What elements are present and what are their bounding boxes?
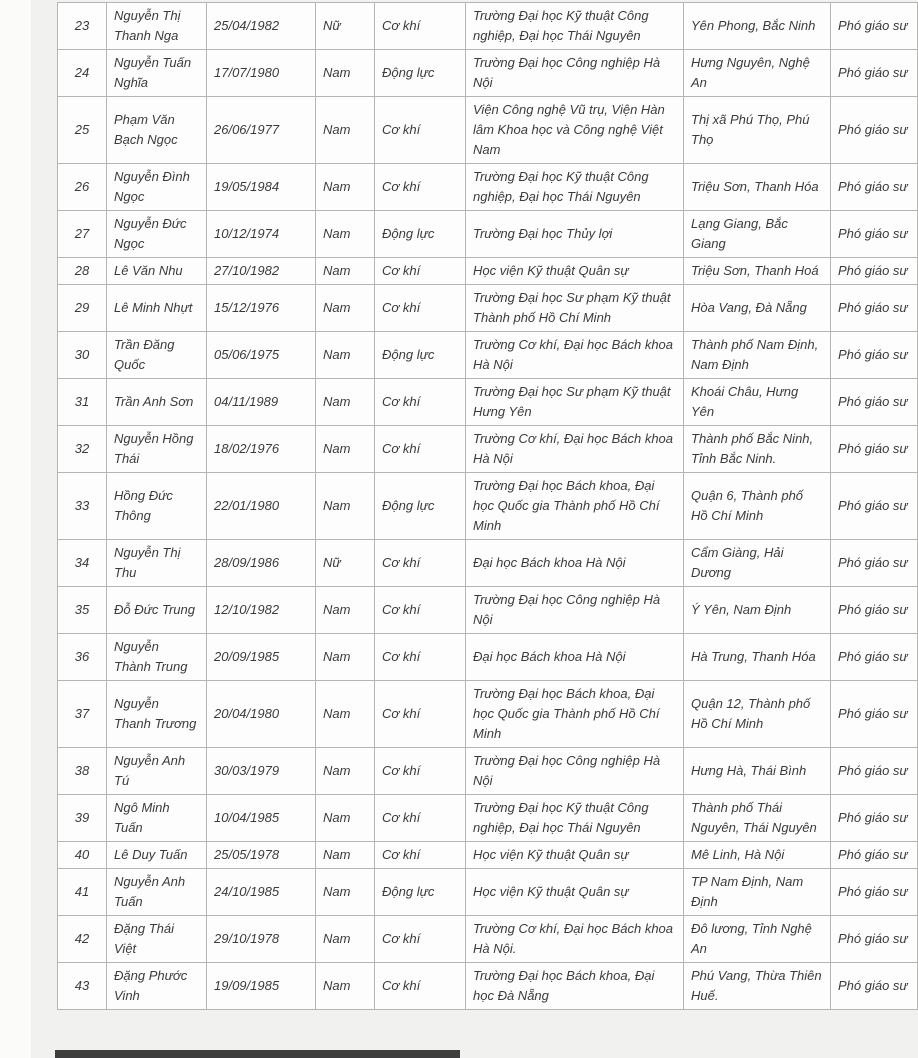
name-cell: Trần Đăng Quốc	[107, 332, 207, 379]
gender-cell: Nam	[316, 50, 375, 97]
hometown-cell: Triệu Sơn, Thanh Hóa	[684, 164, 831, 211]
table-row	[58, 332, 918, 379]
gender-cell: Nam	[316, 426, 375, 473]
institution-cell: Trường Đại học Bách khoa, Đại học Quốc gia Thành phố Hồ Chí Minh	[466, 681, 684, 748]
birthdate-cell: 10/12/1974	[207, 211, 316, 258]
institution-cell: Trường Đại học Kỹ thuật Công nghiệp, Đại học Thái Nguyên	[466, 164, 684, 211]
document-table	[57, 2, 918, 1010]
gender-cell: Nữ	[316, 540, 375, 587]
birthdate-cell: 24/10/1985	[207, 869, 316, 916]
row-number-cell: 39	[58, 795, 107, 842]
row-number-cell: 35	[58, 587, 107, 634]
row-number-cell: 24	[58, 50, 107, 97]
title-cell: Phó giáo sư	[831, 587, 918, 634]
table-row	[58, 473, 918, 540]
title-cell: Phó giáo sư	[831, 285, 918, 332]
specialty-cell: Cơ khí	[375, 164, 466, 211]
name-cell: Nguyễn Đình Ngọc	[107, 164, 207, 211]
gender-cell: Nam	[316, 634, 375, 681]
name-cell: Hồng Đức Thông	[107, 473, 207, 540]
hometown-cell: Thành phố Bắc Ninh, Tỉnh Bắc Ninh.	[684, 426, 831, 473]
table-row	[58, 258, 918, 285]
specialty-cell: Động lực	[375, 332, 466, 379]
title-cell: Phó giáo sư	[831, 634, 918, 681]
hometown-cell: Thành phố Nam Định, Nam Định	[684, 332, 831, 379]
title-cell: Phó giáo sư	[831, 473, 918, 540]
institution-cell: Trường Đại học Công nghiệp Hà Nội	[466, 748, 684, 795]
hometown-cell: Ý Yên, Nam Định	[684, 587, 831, 634]
birthdate-cell: 25/04/1982	[207, 3, 316, 50]
name-cell: Nguyễn Đức Ngọc	[107, 211, 207, 258]
gender-cell: Nam	[316, 795, 375, 842]
institution-cell: Đại học Bách khoa Hà Nội	[466, 634, 684, 681]
row-number-cell: 36	[58, 634, 107, 681]
title-cell: Phó giáo sư	[831, 426, 918, 473]
institution-cell: Học viện Kỹ thuật Quân sự	[466, 869, 684, 916]
table-row	[58, 50, 918, 97]
title-cell: Phó giáo sư	[831, 842, 918, 869]
birthdate-cell: 29/10/1978	[207, 916, 316, 963]
hometown-cell: Cẩm Giàng, Hải Dương	[684, 540, 831, 587]
title-cell: Phó giáo sư	[831, 97, 918, 164]
gender-cell: Nam	[316, 748, 375, 795]
birthdate-cell: 12/10/1982	[207, 587, 316, 634]
specialty-cell: Cơ khí	[375, 916, 466, 963]
specialty-cell: Cơ khí	[375, 258, 466, 285]
birthdate-cell: 04/11/1989	[207, 379, 316, 426]
title-cell: Phó giáo sư	[831, 379, 918, 426]
title-cell: Phó giáo sư	[831, 164, 918, 211]
birthdate-cell: 22/01/1980	[207, 473, 316, 540]
institution-cell: Trường Đại học Sư phạm Kỹ thuật Hưng Yên	[466, 379, 684, 426]
gender-cell: Nam	[316, 473, 375, 540]
table-row	[58, 842, 918, 869]
title-cell: Phó giáo sư	[831, 258, 918, 285]
name-cell: Lê Duy Tuấn	[107, 842, 207, 869]
table-row	[58, 634, 918, 681]
specialty-cell: Động lực	[375, 50, 466, 97]
row-number-cell: 25	[58, 97, 107, 164]
hometown-cell: Lạng Giang, Bắc Giang	[684, 211, 831, 258]
birthdate-cell: 27/10/1982	[207, 258, 316, 285]
name-cell: Lê Minh Nhựt	[107, 285, 207, 332]
table-row	[58, 869, 918, 916]
table-row	[58, 379, 918, 426]
row-number-cell: 26	[58, 164, 107, 211]
table-row	[58, 3, 918, 50]
title-cell: Phó giáo sư	[831, 3, 918, 50]
page-left-gutter	[0, 0, 31, 1058]
name-cell: Nguyễn Anh Tuấn	[107, 869, 207, 916]
gender-cell: Nam	[316, 164, 375, 211]
row-number-cell: 31	[58, 379, 107, 426]
hometown-cell: Khoái Châu, Hưng Yên	[684, 379, 831, 426]
birthdate-cell: 26/06/1977	[207, 97, 316, 164]
row-number-cell: 33	[58, 473, 107, 540]
table-row	[58, 587, 918, 634]
institution-cell: Trường Đại học Sư phạm Kỹ thuật Thành phố Hồ Chí Minh	[466, 285, 684, 332]
table-row	[58, 540, 918, 587]
table-row	[58, 426, 918, 473]
name-cell: Nguyễn Thành Trung	[107, 634, 207, 681]
row-number-cell: 37	[58, 681, 107, 748]
birthdate-cell: 20/09/1985	[207, 634, 316, 681]
specialty-cell: Cơ khí	[375, 681, 466, 748]
hometown-cell: Thành phố Thái Nguyên, Thái Nguyên	[684, 795, 831, 842]
gender-cell: Nam	[316, 379, 375, 426]
row-number-cell: 40	[58, 842, 107, 869]
name-cell: Phạm Văn Bạch Ngọc	[107, 97, 207, 164]
gender-cell: Nam	[316, 332, 375, 379]
title-cell: Phó giáo sư	[831, 540, 918, 587]
institution-cell: Trường Đại học Công nghiệp Hà Nội	[466, 50, 684, 97]
name-cell: Ngô Minh Tuấn	[107, 795, 207, 842]
horizontal-scrollbar-thumb[interactable]	[55, 1050, 460, 1058]
hometown-cell: Thị xã Phú Thọ, Phú Thọ	[684, 97, 831, 164]
table-row	[58, 916, 918, 963]
institution-cell: Đại học Bách khoa Hà Nội	[466, 540, 684, 587]
gender-cell: Nam	[316, 258, 375, 285]
institution-cell: Trường Cơ khí, Đại học Bách khoa Hà Nội	[466, 426, 684, 473]
table-row	[58, 285, 918, 332]
institution-cell: Trường Cơ khí, Đại học Bách khoa Hà Nội	[466, 332, 684, 379]
gender-cell: Nam	[316, 587, 375, 634]
specialty-cell: Cơ khí	[375, 634, 466, 681]
birthdate-cell: 15/12/1976	[207, 285, 316, 332]
row-number-cell: 41	[58, 869, 107, 916]
specialty-cell: Cơ khí	[375, 842, 466, 869]
table-row	[58, 164, 918, 211]
birthdate-cell: 20/04/1980	[207, 681, 316, 748]
birthdate-cell: 19/09/1985	[207, 963, 316, 1010]
institution-cell: Trường Đại học Bách khoa, Đại học Quốc gia Thành phố Hồ Chí Minh	[466, 473, 684, 540]
institution-cell: Trường Cơ khí, Đại học Bách khoa Hà Nội.	[466, 916, 684, 963]
title-cell: Phó giáo sư	[831, 795, 918, 842]
row-number-cell: 29	[58, 285, 107, 332]
name-cell: Nguyễn Thị Thanh Nga	[107, 3, 207, 50]
row-number-cell: 42	[58, 916, 107, 963]
row-number-cell: 23	[58, 3, 107, 50]
title-cell: Phó giáo sư	[831, 748, 918, 795]
name-cell: Nguyễn Hồng Thái	[107, 426, 207, 473]
name-cell: Nguyễn Thanh Trương	[107, 681, 207, 748]
institution-cell: Trường Đại học Kỹ thuật Công nghiệp, Đại học Thái Nguyên	[466, 3, 684, 50]
gender-cell: Nữ	[316, 3, 375, 50]
institution-cell: Học viện Kỹ thuật Quân sự	[466, 258, 684, 285]
specialty-cell: Động lực	[375, 869, 466, 916]
specialty-cell: Cơ khí	[375, 379, 466, 426]
specialty-cell: Cơ khí	[375, 540, 466, 587]
name-cell: Đặng Phước Vinh	[107, 963, 207, 1010]
table-row	[58, 97, 918, 164]
specialty-cell: Cơ khí	[375, 426, 466, 473]
title-cell: Phó giáo sư	[831, 869, 918, 916]
birthdate-cell: 18/02/1976	[207, 426, 316, 473]
hometown-cell: Phú Vang, Thừa Thiên Huế.	[684, 963, 831, 1010]
table-row	[58, 963, 918, 1010]
birthdate-cell: 19/05/1984	[207, 164, 316, 211]
specialty-cell: Cơ khí	[375, 97, 466, 164]
table-row	[58, 211, 918, 258]
title-cell: Phó giáo sư	[831, 681, 918, 748]
birthdate-cell: 30/03/1979	[207, 748, 316, 795]
institution-cell: Trường Đại học Công nghiệp Hà Nội	[466, 587, 684, 634]
institution-cell: Học viện Kỹ thuật Quân sự	[466, 842, 684, 869]
hometown-cell: Mê Linh, Hà Nội	[684, 842, 831, 869]
gender-cell: Nam	[316, 916, 375, 963]
birthdate-cell: 28/09/1986	[207, 540, 316, 587]
name-cell: Nguyễn Tuấn Nghĩa	[107, 50, 207, 97]
hometown-cell: TP Nam Định, Nam Định	[684, 869, 831, 916]
birthdate-cell: 10/04/1985	[207, 795, 316, 842]
table-body	[58, 3, 918, 1010]
title-cell: Phó giáo sư	[831, 50, 918, 97]
hometown-cell: Hưng Nguyên, Nghệ An	[684, 50, 831, 97]
row-number-cell: 28	[58, 258, 107, 285]
table-row	[58, 748, 918, 795]
name-cell: Nguyễn Thị Thu	[107, 540, 207, 587]
gender-cell: Nam	[316, 681, 375, 748]
hometown-cell: Hưng Hà, Thái Bình	[684, 748, 831, 795]
specialty-cell: Cơ khí	[375, 748, 466, 795]
gender-cell: Nam	[316, 285, 375, 332]
specialty-cell: Cơ khí	[375, 3, 466, 50]
hometown-cell: Hà Trung, Thanh Hóa	[684, 634, 831, 681]
hometown-cell: Triệu Sơn, Thanh Hoá	[684, 258, 831, 285]
name-cell: Đặng Thái Việt	[107, 916, 207, 963]
hometown-cell: Đô lương, Tỉnh Nghệ An	[684, 916, 831, 963]
hometown-cell: Quận 6, Thành phố Hồ Chí Minh	[684, 473, 831, 540]
title-cell: Phó giáo sư	[831, 211, 918, 258]
gender-cell: Nam	[316, 869, 375, 916]
birthdate-cell: 05/06/1975	[207, 332, 316, 379]
institution-cell: Viện Công nghệ Vũ trụ, Viện Hàn lâm Khoa học và Công nghệ Việt Nam	[466, 97, 684, 164]
row-number-cell: 30	[58, 332, 107, 379]
specialty-cell: Cơ khí	[375, 795, 466, 842]
title-cell: Phó giáo sư	[831, 963, 918, 1010]
name-cell: Đỗ Đức Trung	[107, 587, 207, 634]
hometown-cell: Quận 12, Thành phố Hồ Chí Minh	[684, 681, 831, 748]
row-number-cell: 32	[58, 426, 107, 473]
row-number-cell: 34	[58, 540, 107, 587]
table-row	[58, 681, 918, 748]
row-number-cell: 43	[58, 963, 107, 1010]
name-cell: Nguyễn Anh Tú	[107, 748, 207, 795]
institution-cell: Trường Đại học Thủy lợi	[466, 211, 684, 258]
specialty-cell: Động lực	[375, 473, 466, 540]
title-cell: Phó giáo sư	[831, 916, 918, 963]
name-cell: Trần Anh Sơn	[107, 379, 207, 426]
gender-cell: Nam	[316, 963, 375, 1010]
row-number-cell: 27	[58, 211, 107, 258]
birthdate-cell: 25/05/1978	[207, 842, 316, 869]
hometown-cell: Yên Phong, Bắc Ninh	[684, 3, 831, 50]
gender-cell: Nam	[316, 211, 375, 258]
row-number-cell: 38	[58, 748, 107, 795]
specialty-cell: Cơ khí	[375, 963, 466, 1010]
hometown-cell: Hòa Vang, Đà Nẵng	[684, 285, 831, 332]
specialty-cell: Động lực	[375, 211, 466, 258]
name-cell: Lê Văn Nhu	[107, 258, 207, 285]
specialty-cell: Cơ khí	[375, 285, 466, 332]
birthdate-cell: 17/07/1980	[207, 50, 316, 97]
specialty-cell: Cơ khí	[375, 587, 466, 634]
institution-cell: Trường Đại học Bách khoa, Đại học Đà Nẵng	[466, 963, 684, 1010]
title-cell: Phó giáo sư	[831, 332, 918, 379]
table-row	[58, 795, 918, 842]
gender-cell: Nam	[316, 97, 375, 164]
gender-cell: Nam	[316, 842, 375, 869]
institution-cell: Trường Đại học Kỹ thuật Công nghiệp, Đại học Thái Nguyên	[466, 795, 684, 842]
